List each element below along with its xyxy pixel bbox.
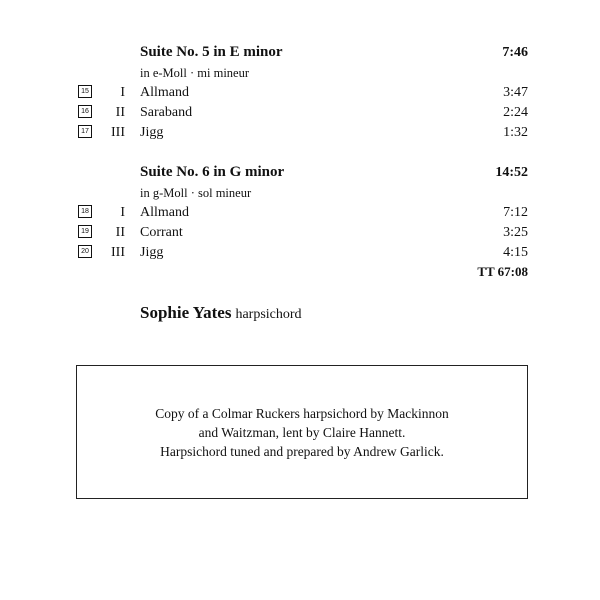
grand-total-duration: TT 67:08 <box>477 264 528 279</box>
note-line: Harpsichord tuned and prepared by Andrew Garlick. <box>160 443 444 459</box>
note-line: Copy of a Colmar Ruckers harpsichord by Mackinnon <box>155 405 449 421</box>
performer-credit <box>140 302 302 326</box>
track-number-badge: 19 <box>78 225 92 238</box>
movement-title: Corrant <box>140 225 183 240</box>
track-number-badge: 20 <box>78 245 92 258</box>
movement-numeral: III <box>111 125 125 140</box>
suite-total-duration: 7:46 <box>502 45 528 60</box>
note-line: and Waitzman, lent by Claire Hannett. <box>198 424 406 440</box>
movement-duration: 3:25 <box>503 225 528 240</box>
movement-numeral: I <box>120 85 125 100</box>
movement-title: Allmand <box>140 85 189 100</box>
movement-duration: 3:47 <box>503 85 528 100</box>
track-number-badge: 18 <box>78 205 92 218</box>
instrument-note-box <box>76 365 528 499</box>
suite-subtitle: in e-Moll · mi mineur <box>140 66 250 80</box>
movement-duration: 2:24 <box>503 105 528 120</box>
movement-title: Jigg <box>140 125 164 140</box>
movement-title: Allmand <box>140 205 189 220</box>
movement-duration: 1:32 <box>503 125 528 140</box>
suite-title: Suite No. 5 in E minor <box>140 44 283 60</box>
movement-numeral: III <box>111 245 125 260</box>
suite-subtitle: in g-Moll · sol mineur <box>140 186 252 200</box>
movement-duration: 7:12 <box>503 205 528 220</box>
suite-title: Suite No. 6 in G minor <box>140 164 285 180</box>
performer-name: Sophie Yates <box>140 303 232 322</box>
movement-numeral: II <box>115 105 125 120</box>
movement-numeral: II <box>115 225 125 240</box>
performer-instrument: harpsichord <box>235 307 302 322</box>
movement-duration: 4:15 <box>503 245 528 260</box>
movement-title: Jigg <box>140 245 164 260</box>
track-number-badge: 17 <box>78 125 92 138</box>
movement-numeral: I <box>120 205 125 220</box>
track-number-badge: 15 <box>78 85 92 98</box>
suite-total-duration: 14:52 <box>495 165 528 180</box>
movement-title: Saraband <box>140 105 193 120</box>
track-number-badge: 16 <box>78 105 92 118</box>
